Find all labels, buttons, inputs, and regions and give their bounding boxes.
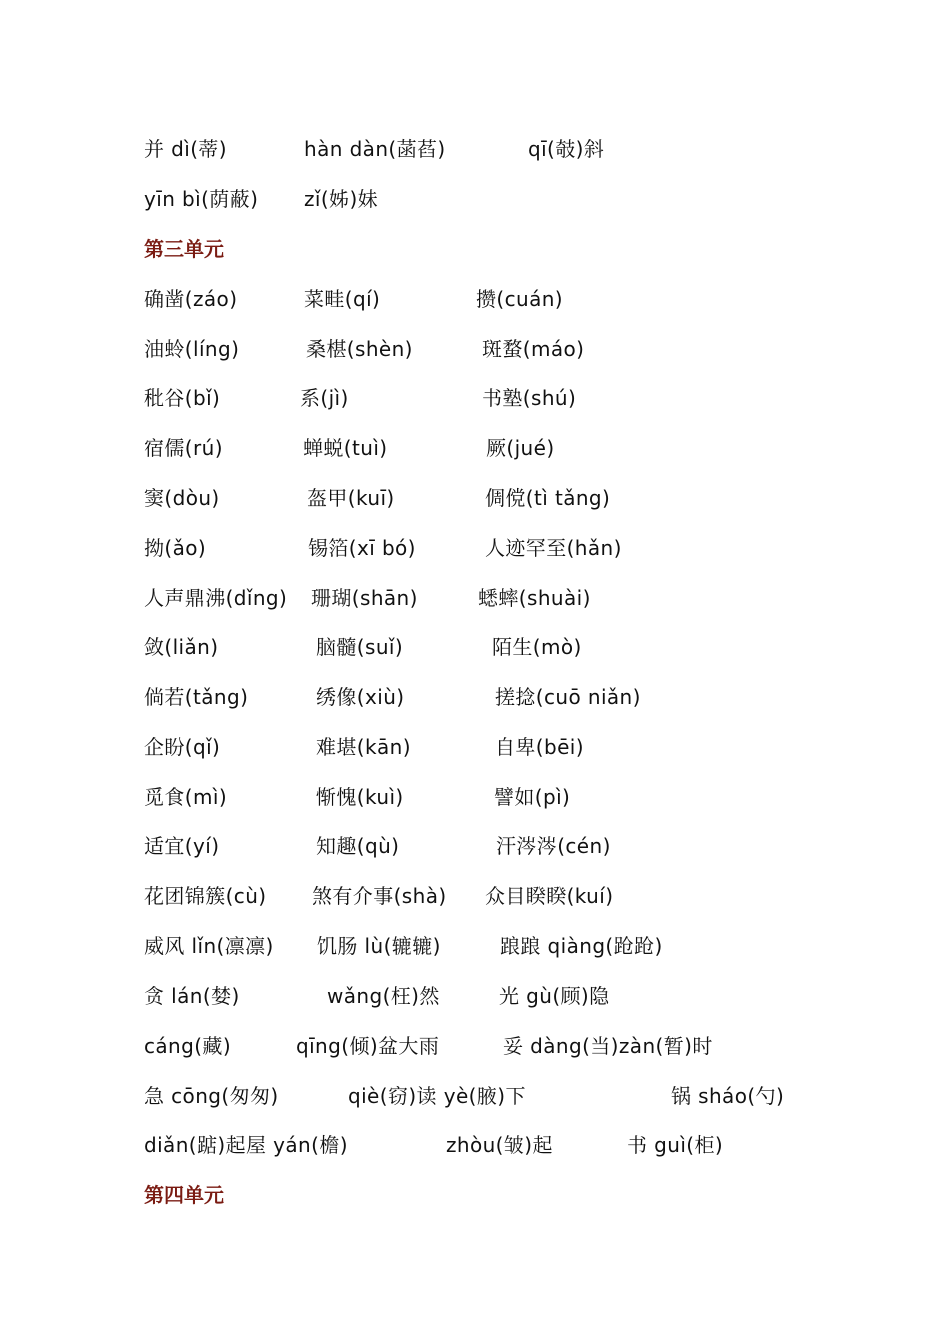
vocab-line [0,732,950,762]
vocab-line [0,632,950,662]
vocab-entry: hàn dàn(菡萏) [304,137,446,161]
vocab-entry: 拗(ǎo) [144,536,207,560]
vocab-entry: zǐ(姊)妹 [304,187,379,211]
vocab-entry: 煞有介事(shà) [312,884,447,908]
vocab-entry: 威风 lǐn(凛凛) [144,934,274,958]
vocab-entry: 盔甲(kuī) [307,486,395,510]
vocab-entry: 觅食(mì) [144,785,228,809]
vocab-line [0,134,950,164]
vocab-entry: 油蛉(líng) [144,337,240,361]
vocab-entry: 系(jì) [300,386,349,410]
vocab-entry: 蟋蟀(shuài) [478,586,591,610]
vocab-entry: 适宜(yí) [144,834,220,858]
vocab-line [0,184,950,214]
vocab-entry: 汗涔涔(cén) [496,834,611,858]
vocab-entry: 倘若(tǎng) [144,685,249,709]
vocab-entry: 并 dì(蒂) [144,137,228,161]
vocab-entry: 锡箔(xī bó) [308,536,416,560]
vocab-line [0,533,950,563]
vocab-entry: 企盼(qǐ) [144,735,221,759]
vocab-entry: 倜傥(tì tǎng) [485,486,611,510]
vocab-entry: 知趣(qù) [316,834,400,858]
vocab-entry: 窦(dòu) [144,486,220,510]
vocab-entry: 蝉蜕(tuì) [303,436,388,460]
vocab-entry: 厥(jué) [486,436,555,460]
vocab-entry: 攒(cuán) [476,287,564,311]
vocab-line [0,1031,950,1061]
vocab-entry: 踉踉 qiàng(跄跄) [500,934,663,958]
vocab-line [0,433,950,463]
vocab-entry: 人声鼎沸(dǐng) [144,586,288,610]
vocab-entry: diǎn(踮)起屋 yán(檐) [144,1133,348,1157]
vocab-entry: 光 gù(顾)隐 [499,984,610,1008]
unit-heading: 第三单元 [144,237,224,261]
vocab-entry: 妥 dàng(当)zàn(暂)时 [503,1034,713,1058]
vocab-entry: 宿儒(rú) [144,436,223,460]
vocab-line [0,931,950,961]
vocab-entry: 人迹罕至(hǎn) [485,536,622,560]
vocab-entry: 脑髓(suǐ) [316,635,404,659]
vocab-line [0,782,950,812]
vocab-line [0,1081,950,1111]
vocab-line [0,831,950,861]
vocab-entry: 惭愧(kuì) [316,785,404,809]
vocab-entry: cáng(藏) [144,1034,232,1058]
vocab-line [0,682,950,712]
vocab-entry: 陌生(mò) [492,635,582,659]
vocab-entry: zhòu(皱)起 [446,1133,553,1157]
vocab-entry: qiè(窃)读 yè(腋)下 [348,1084,526,1108]
vocab-entry: 贪 lán(婪) [144,984,240,1008]
vocab-entry: 譬如(pì) [494,785,571,809]
vocab-entry: 书 guì(柜) [627,1133,724,1157]
vocab-line [0,383,950,413]
vocab-entry: 难堪(kān) [316,735,411,759]
vocab-entry: 斑蝥(máo) [482,337,585,361]
vocab-entry: 锅 sháo(勺) [671,1084,785,1108]
vocab-entry: 菜畦(qí) [304,287,381,311]
vocab-entry: 书塾(shú) [482,386,577,410]
unit-heading: 第四单元 [144,1183,224,1207]
vocab-entry: 秕谷(bǐ) [144,386,221,410]
vocab-line [0,881,950,911]
vocab-line [0,583,950,613]
vocab-line [0,334,950,364]
vocab-entry: 急 cōng(匆匆) [144,1084,279,1108]
vocab-entry: 敛(liǎn) [144,635,219,659]
vocab-entry: 珊瑚(shān) [311,586,418,610]
vocab-entry: 饥肠 lù(辘辘) [317,934,441,958]
vocab-entry: yīn bì(荫蔽) [144,187,259,211]
vocab-line [0,981,950,1011]
vocab-line [0,284,950,314]
vocab-entry: wǎng(枉)然 [327,984,440,1008]
vocab-entry: 搓捻(cuō niǎn) [495,685,641,709]
vocab-entry: 绣像(xiù) [316,685,405,709]
vocab-entry: 桑椹(shèn) [306,337,413,361]
vocab-entry: 自卑(bēi) [495,735,584,759]
vocab-entry: qīng(倾)盆大雨 [296,1034,440,1058]
vocab-entry: qī(攲)斜 [528,137,605,161]
vocab-entry: 众目睽睽(kuí) [485,884,614,908]
vocab-entry: 确凿(záo) [144,287,238,311]
vocab-line [0,483,950,513]
vocab-entry: 花团锦簇(cù) [144,884,267,908]
vocab-line [0,1130,950,1160]
